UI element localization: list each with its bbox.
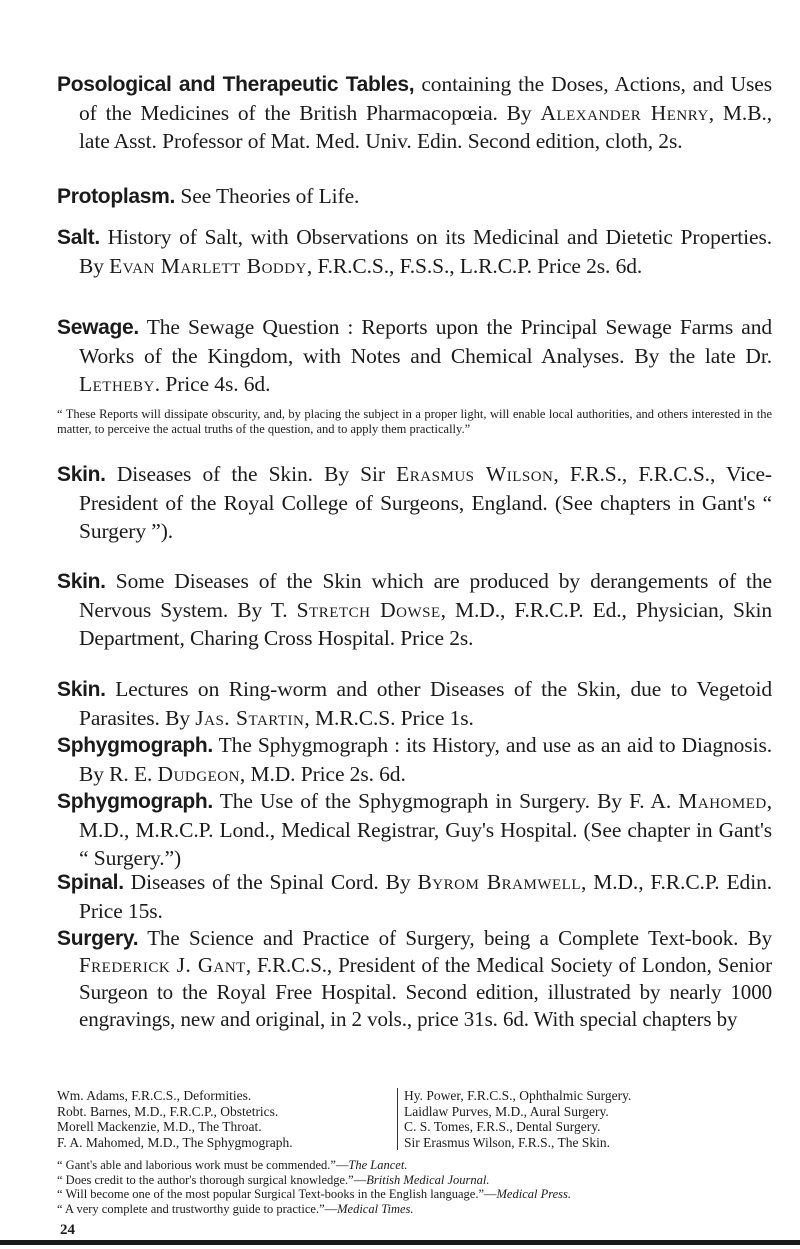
entry-text: Lectures on Ring-worm and other Diseases of the Skin, due to Vegetoid Parasites. By bbox=[79, 677, 772, 730]
entry-text: The Sphygmograph : its History, and use as an aid to Diagnosis. By R. E. bbox=[79, 733, 772, 786]
entry-heading: Sphygmograph. bbox=[57, 734, 213, 757]
page-bottom-rule bbox=[0, 1240, 800, 1245]
entry-heading: Sewage. bbox=[57, 316, 139, 339]
entry-heading: Salt. bbox=[57, 226, 100, 249]
entry-text: See Theories of Life. bbox=[175, 184, 360, 208]
entry-text-end: , M.D., M.R.C.P. Lond., Medical Registrar, Guy's Hospital. (See chapter in Gant's “ Surgery.”) bbox=[79, 789, 772, 870]
entry-heading: Posological and Therapeutic Tables, bbox=[57, 73, 415, 96]
entry-author: Frederick J. Gant bbox=[79, 953, 246, 977]
entry-heading: Surgery. bbox=[57, 927, 139, 950]
review-source: The Lancet. bbox=[348, 1158, 408, 1172]
entry-text-end: . Price 4s. 6d. bbox=[154, 372, 271, 396]
entry-author: Evan Marlett Boddy bbox=[109, 254, 307, 278]
contributor-line: Hy. Power, F.R.C.S., Ophthalmic Surgery. bbox=[404, 1088, 632, 1103]
press-reviews bbox=[57, 1158, 772, 1216]
entry-text-end: , F.R.C.S., F.S.S., L.R.C.P. Price 2s. 6d. bbox=[306, 254, 643, 278]
entry-text-end: , M.R.C.S. Price 1s. bbox=[304, 706, 474, 730]
contributors-left-column bbox=[57, 1088, 387, 1150]
catalogue-entry-skin-wilson bbox=[57, 460, 772, 545]
entry-author: Alexander Henry bbox=[540, 101, 709, 125]
entry-author: Byrom Bramwell bbox=[417, 870, 581, 894]
entry-text-end: , M.D., F.R.C.P. Ed., Physician, Skin Department, Charing Cross Hospital. Price 2s. bbox=[79, 598, 772, 650]
contributor-line: Laidlaw Purves, M.D., Aural Surgery. bbox=[404, 1103, 609, 1119]
entry-text: The Use of the Sphygmograph in Surgery. By F. A. bbox=[212, 789, 679, 813]
catalogue-entry-spinal bbox=[57, 868, 772, 925]
entry-heading: Sphygmograph. bbox=[57, 790, 213, 813]
entry-heading: Skin. bbox=[57, 463, 106, 486]
contributor-line: Morell Mackenzie, M.D., The Throat. bbox=[57, 1119, 262, 1134]
entry-text-end: , M.D., F.R.C.P. Edin. Price 15s. bbox=[79, 870, 772, 923]
entry-author: Jas. Startin bbox=[195, 706, 305, 730]
catalogue-entry-sphygmograph-mahomed bbox=[57, 787, 772, 872]
catalogue-entry-posological bbox=[57, 70, 772, 155]
review-line: “ Does credit to the author's thorough surgical knowledge.”—British Medical Journal. bbox=[57, 1172, 490, 1187]
catalogue-entry-skin-dowse bbox=[57, 567, 772, 652]
entry-text: History of Salt, with Observations on its Medicinal and Dietetic Properties. By bbox=[79, 225, 772, 278]
review-line: “ Will become one of the most popular Surgical Text-books in the English language.”—Medical Press. bbox=[57, 1187, 572, 1201]
entry-heading: Protoplasm. bbox=[57, 185, 176, 208]
entry-text-end: , F.R.C.S., President of the Medical Society of London, Senior Surgeon to the Royal Free Hospital. Second edition, illustrated by nearly 1000 engravings, new and original, in 2 vols., price 31s. 6d. With special chapters by bbox=[79, 953, 772, 1031]
catalogue-entry-sphygmograph-dudgeon bbox=[57, 731, 772, 788]
contributor-line: C. S. Tomes, F.R.S., Dental Surgery. bbox=[404, 1119, 601, 1134]
review-source: British Medical Journal. bbox=[366, 1172, 490, 1187]
catalogue-entry-surgery bbox=[57, 925, 772, 1033]
sewage-review-quote: “ These Reports will dissipate obscurity, and, by placing the subject in a proper light, will enable local authorities, and others interested in the matter, to perceive the actual truths of the question, and to apply them practically.” bbox=[57, 407, 772, 436]
entry-text-end: , M.B., late Asst. Professor of Mat. Med. Univ. Edin. Second edition, cloth, 2s. bbox=[79, 101, 772, 153]
special-chapters-contributors bbox=[57, 1088, 772, 1152]
entry-text: Diseases of the Skin. By Sir bbox=[105, 462, 397, 486]
entry-text: Diseases of the Spinal Cord. By bbox=[123, 870, 418, 894]
review-source: Medical Times. bbox=[337, 1201, 414, 1216]
entry-text: Some Diseases of the Skin which are produced by derangements of the Nervous System. By T. bbox=[79, 569, 772, 622]
entry-author: Erasmus Wilson bbox=[396, 462, 554, 486]
entry-author: Dudgeon bbox=[157, 762, 240, 786]
entry-text: containing the Doses, Actions, and Uses of the Medicines of the British Pharmacopœia. By bbox=[79, 72, 772, 125]
entry-author: Stretch Dowse bbox=[296, 598, 441, 622]
catalogue-entry-protoplasm bbox=[57, 182, 772, 211]
catalogue-entry-skin-startin bbox=[57, 675, 772, 732]
entry-heading: Skin. bbox=[57, 570, 106, 593]
entry-heading: Spinal. bbox=[57, 871, 124, 894]
entry-text-end: , F.R.S., F.R.C.S., Vice-President of the Royal College of Surgeons, England. (See chapters in Gant's “ Surgery ”). bbox=[79, 462, 772, 543]
contributors-right-column bbox=[397, 1088, 772, 1150]
page-number: 24 bbox=[60, 1222, 75, 1238]
entry-heading: Skin. bbox=[57, 678, 106, 701]
entry-text-end: , M.D. Price 2s. 6d. bbox=[239, 762, 406, 786]
contributor-line: F. A. Mahomed, M.D., The Sphygmograph. bbox=[57, 1134, 293, 1150]
entry-text: The Sewage Question : Reports upon the Principal Sewage Farms and Works of the Kingdom, with Notes and Chemical Analyses. By the late Dr. bbox=[79, 315, 772, 368]
review-source: Medical Press. bbox=[496, 1187, 572, 1201]
contributor-line: Sir Erasmus Wilson, F.R.S., The Skin. bbox=[404, 1134, 611, 1150]
catalogue-entry-sewage bbox=[57, 313, 772, 398]
review-line: “ A very complete and trustworthy guide to practice.”—Medical Times. bbox=[57, 1201, 414, 1216]
review-line: “ Gant's able and laborious work must be commended.”—The Lancet. bbox=[57, 1158, 408, 1172]
entry-author: Mahomed bbox=[678, 789, 767, 813]
contributor-line: Wm. Adams, F.R.C.S., Deformities. bbox=[57, 1088, 252, 1103]
catalogue-entry-salt bbox=[57, 223, 772, 280]
entry-author: Letheby bbox=[79, 372, 155, 396]
entry-text: The Science and Practice of Surgery, being a Complete Text-book. By bbox=[138, 926, 772, 950]
contributor-line: Robt. Barnes, M.D., F.R.C.P., Obstetrics. bbox=[57, 1103, 279, 1119]
